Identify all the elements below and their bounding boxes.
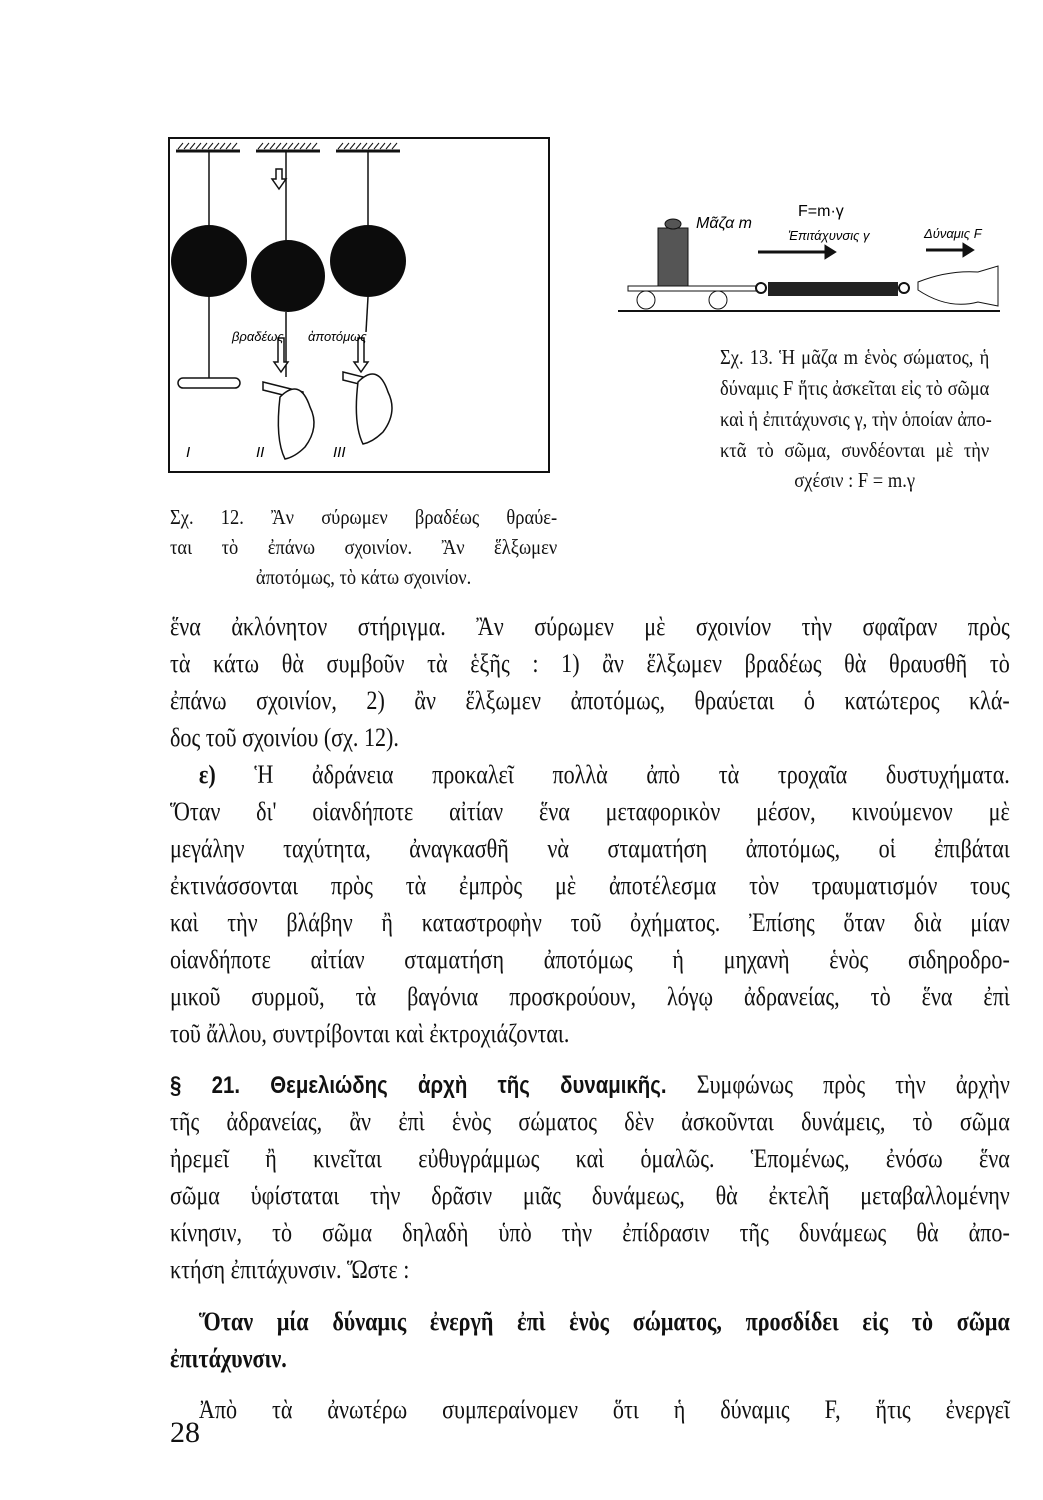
caption-line: ἀποτόμως, τὸ κάτω σχοινίον. — [255, 565, 472, 589]
paragraph-4: Ἀπὸ τὰ ἀνωτέρω συμπεραίνομεν ὅτι ἡ δύναμις F, ἥτις ἐνεργεῖ — [198, 1395, 1010, 1424]
text-line: Ὅταν μία δύναμις ἐνεργῆ ἐπὶ ἑνὸς σώματος, προσδίδει εἰς τὸ σῶμα — [198, 1307, 1010, 1336]
label-force: Δύναμις F — [924, 226, 982, 241]
text-line: ἠρεμεῖ ἢ κινεῖται εὐθυγράμμως καὶ ὁμαλῶς. Ἑπομένως, ἐνόσω ἕνα — [170, 1144, 1010, 1173]
label-slow: βραδέως — [232, 329, 284, 344]
text-line: ἐπιτάχυνσιν. — [170, 1344, 287, 1373]
caption-line: Σχ. 12. Ἂν σύρωμεν βραδέως θραύε- — [170, 505, 558, 529]
label-III: III — [333, 444, 346, 461]
text-line: δος τοῦ σχοινίου (σχ. 12). — [170, 723, 399, 752]
label-formula: F=m·γ — [798, 203, 844, 220]
text-line: κίνησιν, τὸ σῶμα δηλαδὴ ὑπὸ τὴν ἐπίδρασιν τῆς δυνάμεως θὰ ἀπο- — [170, 1218, 1010, 1247]
text-line: Ὅταν δι' οἱανδήποτε αἰτίαν ἕνα μεταφορικὸν μέσον, κινούμενον μὲ — [170, 797, 1010, 826]
text-line: ε) Ἡ ἀδράνεια προκαλεῖ πολλὰ ἀπὸ τὰ τροχαῖα δυστυχήματα. — [198, 760, 1010, 789]
caption-line: δύναμις F ἥτις ἀσκεῖται εἰς τὸ σῶμα — [720, 376, 990, 400]
caption-line: κτᾶ τὸ σῶμα, συνδέονται μὲ τὴν — [720, 438, 990, 462]
caption-line: σχέσιν : F = m.γ — [794, 468, 915, 492]
text-line: καὶ τὴν βλάβην ἢ καταστροφὴν τοῦ ὀχήματος. Ἐπίσης ὅταν διὰ μίαν — [170, 908, 1010, 937]
label-I: I — [186, 444, 191, 461]
text-line: μικοῦ συρμοῦ, τὰ βαγόνια προσκρούουν, λόγῳ ἀδρανείας, τὸ ἕνα ἐπὶ — [170, 982, 1010, 1011]
text-line: ἐκτινάσσονται πρὸς τὰ ἐμπρὸς μὲ ἀποτέλεσμα τὸν τραυματισμόν τους — [170, 871, 1010, 900]
text-line: τῆς ἀδρανείας, ἂν ἐπὶ ἑνὸς σώματος δὲν ἀσκοῦνται δυνάμεις, τὸ σῶμα — [170, 1107, 1010, 1136]
page-number: 28 — [170, 1416, 200, 1449]
item-label: ε) — [198, 760, 216, 789]
label-mass: Μᾶζα m — [696, 215, 752, 232]
caption-line: καὶ ἡ ἐπιτάχυνσις γ, τὴν ὁποίαν ἀπο- — [720, 407, 992, 431]
label-sudden: ἀποτόμως — [308, 329, 367, 344]
label-II: II — [256, 444, 265, 461]
text-line: οἱανδήποτε αἰτίαν σταματήση ἀποτόμως ἡ μηχανὴ ἑνὸς σιδηροδρο- — [170, 945, 1010, 974]
caption-line: Σχ. 13. Ἡ μᾶζα m ἑνὸς σώματος, ἡ — [720, 345, 990, 369]
label-acceleration: Ἐπιτάχυνσις γ — [788, 228, 870, 243]
section-heading: § 21. Θεμελιώδης ἀρχὴ τῆς δυναμικῆς. — [170, 1072, 667, 1099]
text-line: ἕνα ἀκλόνητον στήριγμα. Ἂν σύρωμεν μὲ σχοινίον τὴν σφαῖραν πρὸς — [170, 612, 1010, 641]
text-line: τοῦ ἄλλου, συντρίβονται καὶ ἐκτροχιάζονται. — [170, 1019, 570, 1048]
text-line: ἐπάνω σχοινίον, 2) ἂν ἕλξωμεν ἀποτόμως, θραύεται ὁ κατώτερος κλά- — [170, 686, 1010, 715]
text-line: μεγάλην ταχύτητα, ἀναγκασθῆ νὰ σταματήση ἀποτόμως, οἱ ἐπιβάται — [170, 834, 1010, 863]
text-line: κτήση ἐπιτάχυνσιν. Ὥστε : — [170, 1255, 410, 1284]
figure-13-illustration — [618, 190, 1003, 330]
text-line: τὰ κάτω θὰ συμβοῦν τὰ ἑξῆς : 1) ἂν ἕλξωμεν βραδέως θὰ θραυσθῆ τὸ — [170, 649, 1010, 678]
figure-12-illustration — [168, 137, 550, 473]
text-line: § 21. Θεμελιώδης ἀρχὴ τῆς δυναμικῆς. Συμφώνως πρὸς τὴν ἀρχὴν — [170, 1070, 1010, 1099]
text-line: σῶμα ὑφίσταται τὴν δρᾶσιν μιᾶς δυνάμεως, θὰ ἐκτελῆ μεταβαλλομένην — [170, 1181, 1010, 1210]
caption-line: ται τὸ ἐπάνω σχοινίον. Ἂν ἕλξωμεν — [170, 535, 558, 559]
